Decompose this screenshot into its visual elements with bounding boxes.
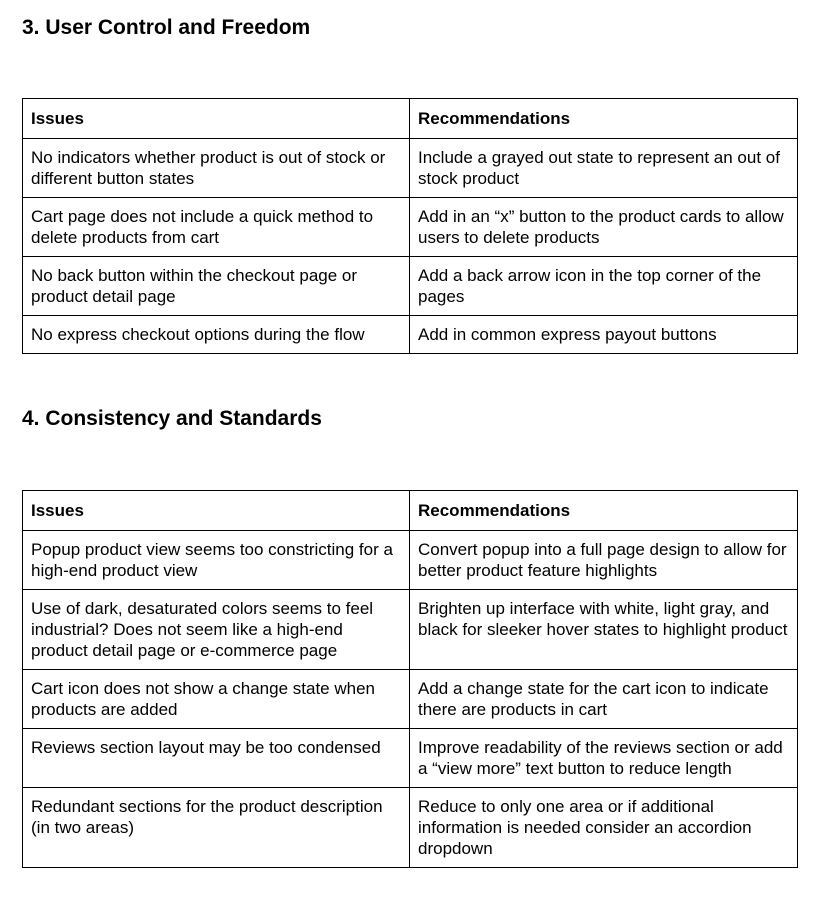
recommendation-cell: Convert popup into a full page design to allow for better product feature highlights [410,531,798,590]
section-4-title: 4. Consistency and Standards [22,407,322,430]
section-3-title: 3. User Control and Freedom [22,16,311,39]
table-row [23,531,798,590]
table-row [23,670,798,729]
table-header-row [23,491,798,531]
issue-cell: Popup product view seems too constricting for a high-end product view [23,531,410,590]
table-row [23,590,798,670]
table-header-row [23,99,798,139]
table-row [23,257,798,316]
recommendation-cell: Reduce to only one area or if additional information is needed consider an accordion dropdown [410,788,798,868]
issues-header: Issues [23,99,410,139]
table-row [23,788,798,868]
recommendation-cell: Add a back arrow icon in the top corner of the pages [410,257,798,316]
issue-cell: No indicators whether product is out of stock or different button states [23,139,410,198]
table-row [23,139,798,198]
issue-cell: Use of dark, desaturated colors seems to feel industrial? Does not seem like a high-end product detail page or e-commerce page [23,590,410,670]
table-row [23,316,798,354]
recommendation-cell: Add in an “x” button to the product cards to allow users to delete products [410,198,798,257]
recommendation-cell: Add a change state for the cart icon to indicate there are products in cart [410,670,798,729]
issue-cell: No back button within the checkout page or product detail page [23,257,410,316]
recommendation-cell: Brighten up interface with white, light gray, and black for sleeker hover states to highlight product [410,590,798,670]
issue-cell: Cart icon does not show a change state when products are added [23,670,410,729]
table-row [23,198,798,257]
recommendation-cell: Improve readability of the reviews section or add a “view more” text button to reduce length [410,729,798,788]
user-control-table [22,98,798,354]
issue-cell: No express checkout options during the flow [23,316,410,354]
issues-header: Issues [23,491,410,531]
issue-cell: Reviews section layout may be too condensed [23,729,410,788]
consistency-table [22,490,798,868]
table-row [23,729,798,788]
recommendations-header: Recommendations [410,99,798,139]
recommendations-header: Recommendations [410,491,798,531]
recommendation-cell: Add in common express payout buttons [410,316,798,354]
recommendation-cell: Include a grayed out state to represent an out of stock product [410,139,798,198]
issue-cell: Cart page does not include a quick method to delete products from cart [23,198,410,257]
issue-cell: Redundant sections for the product description (in two areas) [23,788,410,868]
